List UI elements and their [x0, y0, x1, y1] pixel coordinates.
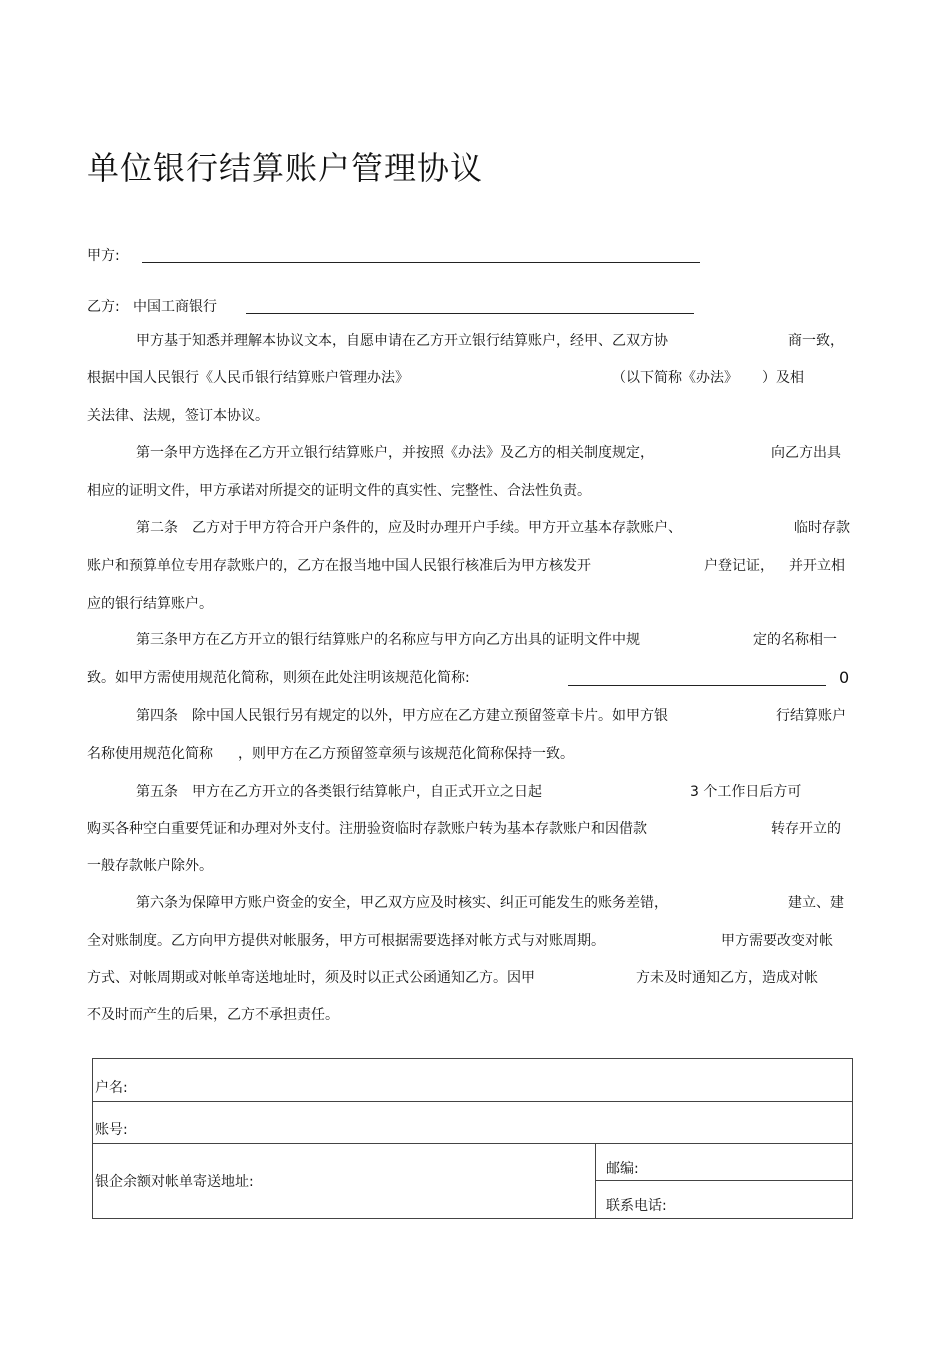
phone-label: 联系电话:: [605, 1198, 667, 1214]
article-1-line-1a: 第一条甲方选择在乙方开立银行结算账户，并按照《办法》及乙方的相关制度规定，: [136, 445, 654, 461]
article-1-line-1b: 向乙方出具: [771, 445, 841, 461]
intro-line-2a: 根据中国人民银行《人民币银行结算账户管理办法》: [87, 370, 409, 386]
article-3-line-1b: 定的名称相一: [753, 632, 837, 648]
article-2-line-2a: 账户和预算单位专用存款账户的，乙方在报当地中国人民银行核准后为甲方核发开: [87, 558, 591, 574]
party-b-name: 中国工商银行: [133, 299, 217, 315]
article-2-line-2c: 并开立相: [789, 558, 845, 574]
article-6-line-3b: 方未及时通知乙方，造成对帐: [636, 970, 818, 986]
article-6-line-1b: 建立、建: [788, 895, 844, 911]
article-3-line-2a: 致。如甲方需使用规范化简称，则须在此处注明该规范化简称:: [87, 670, 470, 686]
short-name-blank: [568, 685, 826, 686]
article-6-line-4: 不及时而产生的后果，乙方不承担责任。: [87, 1007, 339, 1023]
article-3-line-2b: 0: [839, 668, 850, 687]
intro-line-3: 关法律、法规，签订本协议。: [87, 408, 269, 424]
party-a-blank: [142, 262, 700, 263]
article-1-line-2: 相应的证明文件，甲方承诺对所提交的证明文件的真实性、完整性、合法性负责。: [87, 483, 591, 499]
party-a-label: 甲方:: [87, 248, 120, 264]
account-number-cell[interactable]: [93, 1102, 853, 1144]
article-3-line-1a: 第三条甲方在乙方开立的银行结算账户的名称应与甲方向乙方出具的证明文件中规: [136, 632, 640, 648]
article-6-line-1a: 第六条为保障甲方账户资金的安全，甲乙双方应及时核实、纠正可能发生的账务差错，: [136, 895, 668, 911]
article-4-line-1b: 行结算账户: [776, 708, 846, 724]
article-5-line-3: 一般存款帐户除外。: [87, 858, 213, 874]
mailing-address-label: 银企余额对帐单寄送地址:: [95, 1174, 254, 1190]
article-2-line-2b: 户登记证，: [704, 558, 774, 574]
article-5-line-1b: 3 个工作日后方可: [690, 784, 802, 800]
party-b-label: 乙方:: [87, 299, 120, 315]
article-6-line-3a: 方式、对帐周期或对帐单寄送地址时，须及时以正式公函通知乙方。因甲: [87, 970, 535, 986]
article-5-line-1a: 第五条 甲方在乙方开立的各类银行结算帐户，自正式开立之日起: [136, 784, 542, 800]
intro-line-2c: ）及相: [762, 370, 804, 386]
postcode-cell[interactable]: [596, 1144, 852, 1181]
article-2-line-1a: 第二条 乙方对于甲方符合开户条件的，应及时办理开户手续。甲方开立基本存款账户、: [136, 520, 682, 536]
intro-line-2b: （以下简称《办法》: [612, 370, 738, 386]
account-name-label: 户名:: [95, 1080, 128, 1096]
phone-cell[interactable]: [596, 1181, 852, 1218]
postcode-label: 邮编:: [605, 1161, 639, 1177]
intro-line-1b: 商一致，: [788, 333, 844, 349]
article-5-line-2a: 购买各种空白重要凭证和办理对外支付。注册验资临时存款账户转为基本存款账户和因借款: [87, 821, 647, 837]
contact-cell: [595, 1144, 852, 1219]
article-4-line-1a: 第四条 除中国人民银行另有规定的以外，甲方应在乙方建立预留签章卡片。如甲方银: [136, 708, 668, 724]
article-2-line-3: 应的银行结算账户。: [87, 596, 213, 612]
account-info-table: [92, 1058, 853, 1219]
account-number-label: 账号:: [95, 1122, 128, 1138]
mailing-address-cell[interactable]: [93, 1144, 596, 1219]
article-4-line-2b: ，则甲方在乙方预留签章须与该规范化简称保持一致。: [238, 746, 574, 762]
article-6-line-2b: 甲方需要改变对帐: [721, 933, 833, 949]
page-title: 单位银行结算账户管理协议: [87, 149, 484, 187]
article-6-line-2a: 全对账制度。乙方向甲方提供对帐服务，甲方可根据需要选择对帐方式与对账周期。: [87, 933, 605, 949]
article-2-line-1b: 临时存款: [794, 520, 850, 536]
intro-line-1a: 甲方基于知悉并理解本协议文本，自愿申请在乙方开立银行结算账户，经甲、乙双方协: [136, 333, 668, 349]
article-5-line-2b: 转存开立的: [771, 821, 841, 837]
party-b-blank: [246, 313, 694, 314]
account-name-cell[interactable]: [93, 1059, 853, 1102]
article-4-line-2a: 名称使用规范化简称: [87, 746, 213, 762]
